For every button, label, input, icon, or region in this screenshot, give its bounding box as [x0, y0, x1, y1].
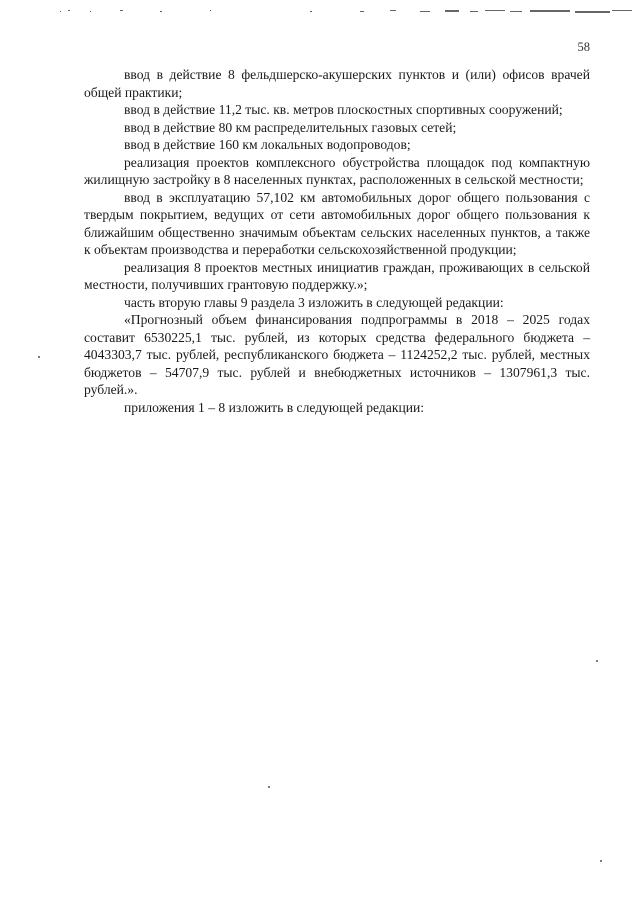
scan-speck	[600, 860, 602, 862]
paragraph-local-initiatives: реализация 8 проектов местных инициатив граждан, проживающих в сельской местности, получивших грантовую поддержку.»;	[84, 259, 590, 292]
paragraph-housing-sites: реализация проектов комплексного обустройства площадок под компактную жилищную застройку в 8 населенных пунктах, расположенных в сельской местности;	[84, 154, 590, 187]
scan-speck	[268, 786, 270, 788]
paragraph-sports-facilities: ввод в действие 11,2 тыс. кв. метров плоскостных спортивных сооружений;	[124, 102, 563, 117]
paragraph-financing: «Прогнозный объем финансирования подпрограммы в 2018 – 2025 годах составит 6530225,1 тыс. рублей, из которых средства федерального бюджета – 4043303,7 тыс. рублей, республиканского бюджета – 1124252,2 тыс. рублей, местных бюджетов – 54707,9 тыс. рублей и внебюджетных источников – 1307961,3 тыс. рублей.».	[84, 312, 590, 397]
paragraph-chapter-amendment: часть вторую главы 9 раздела 3 изложить в следующей редакции:	[124, 294, 504, 310]
paragraph-roads: ввод в эксплуатацию 57,102 км автомобильных дорог общего пользования с твердым покрытием, ведущих от сети автомобильных дорог общего пользования к ближайшим общественно значимым объектам сельских населенных пунктов, а также к объектам производства и переработки сельскохозяйственной продукции;	[84, 189, 590, 257]
scan-speck	[38, 356, 40, 358]
scan-edge-artifact	[60, 6, 635, 16]
paragraph-gas-networks: ввод в действие 80 км распределительных газовых сетей;	[124, 119, 457, 135]
scan-speck	[596, 660, 598, 662]
paragraph-water-pipelines: ввод в действие 160 км локальных водопроводов;	[124, 137, 411, 152]
page-number: 58	[577, 40, 590, 54]
paragraph-fap-offices: ввод в действие 8 фельдшерско-акушерских пунктов и (или) офисов врачей общей практики;	[84, 67, 590, 100]
document-body	[84, 66, 590, 416]
paragraph-appendices: приложения 1 – 8 изложить в следующей редакции:	[124, 399, 425, 415]
